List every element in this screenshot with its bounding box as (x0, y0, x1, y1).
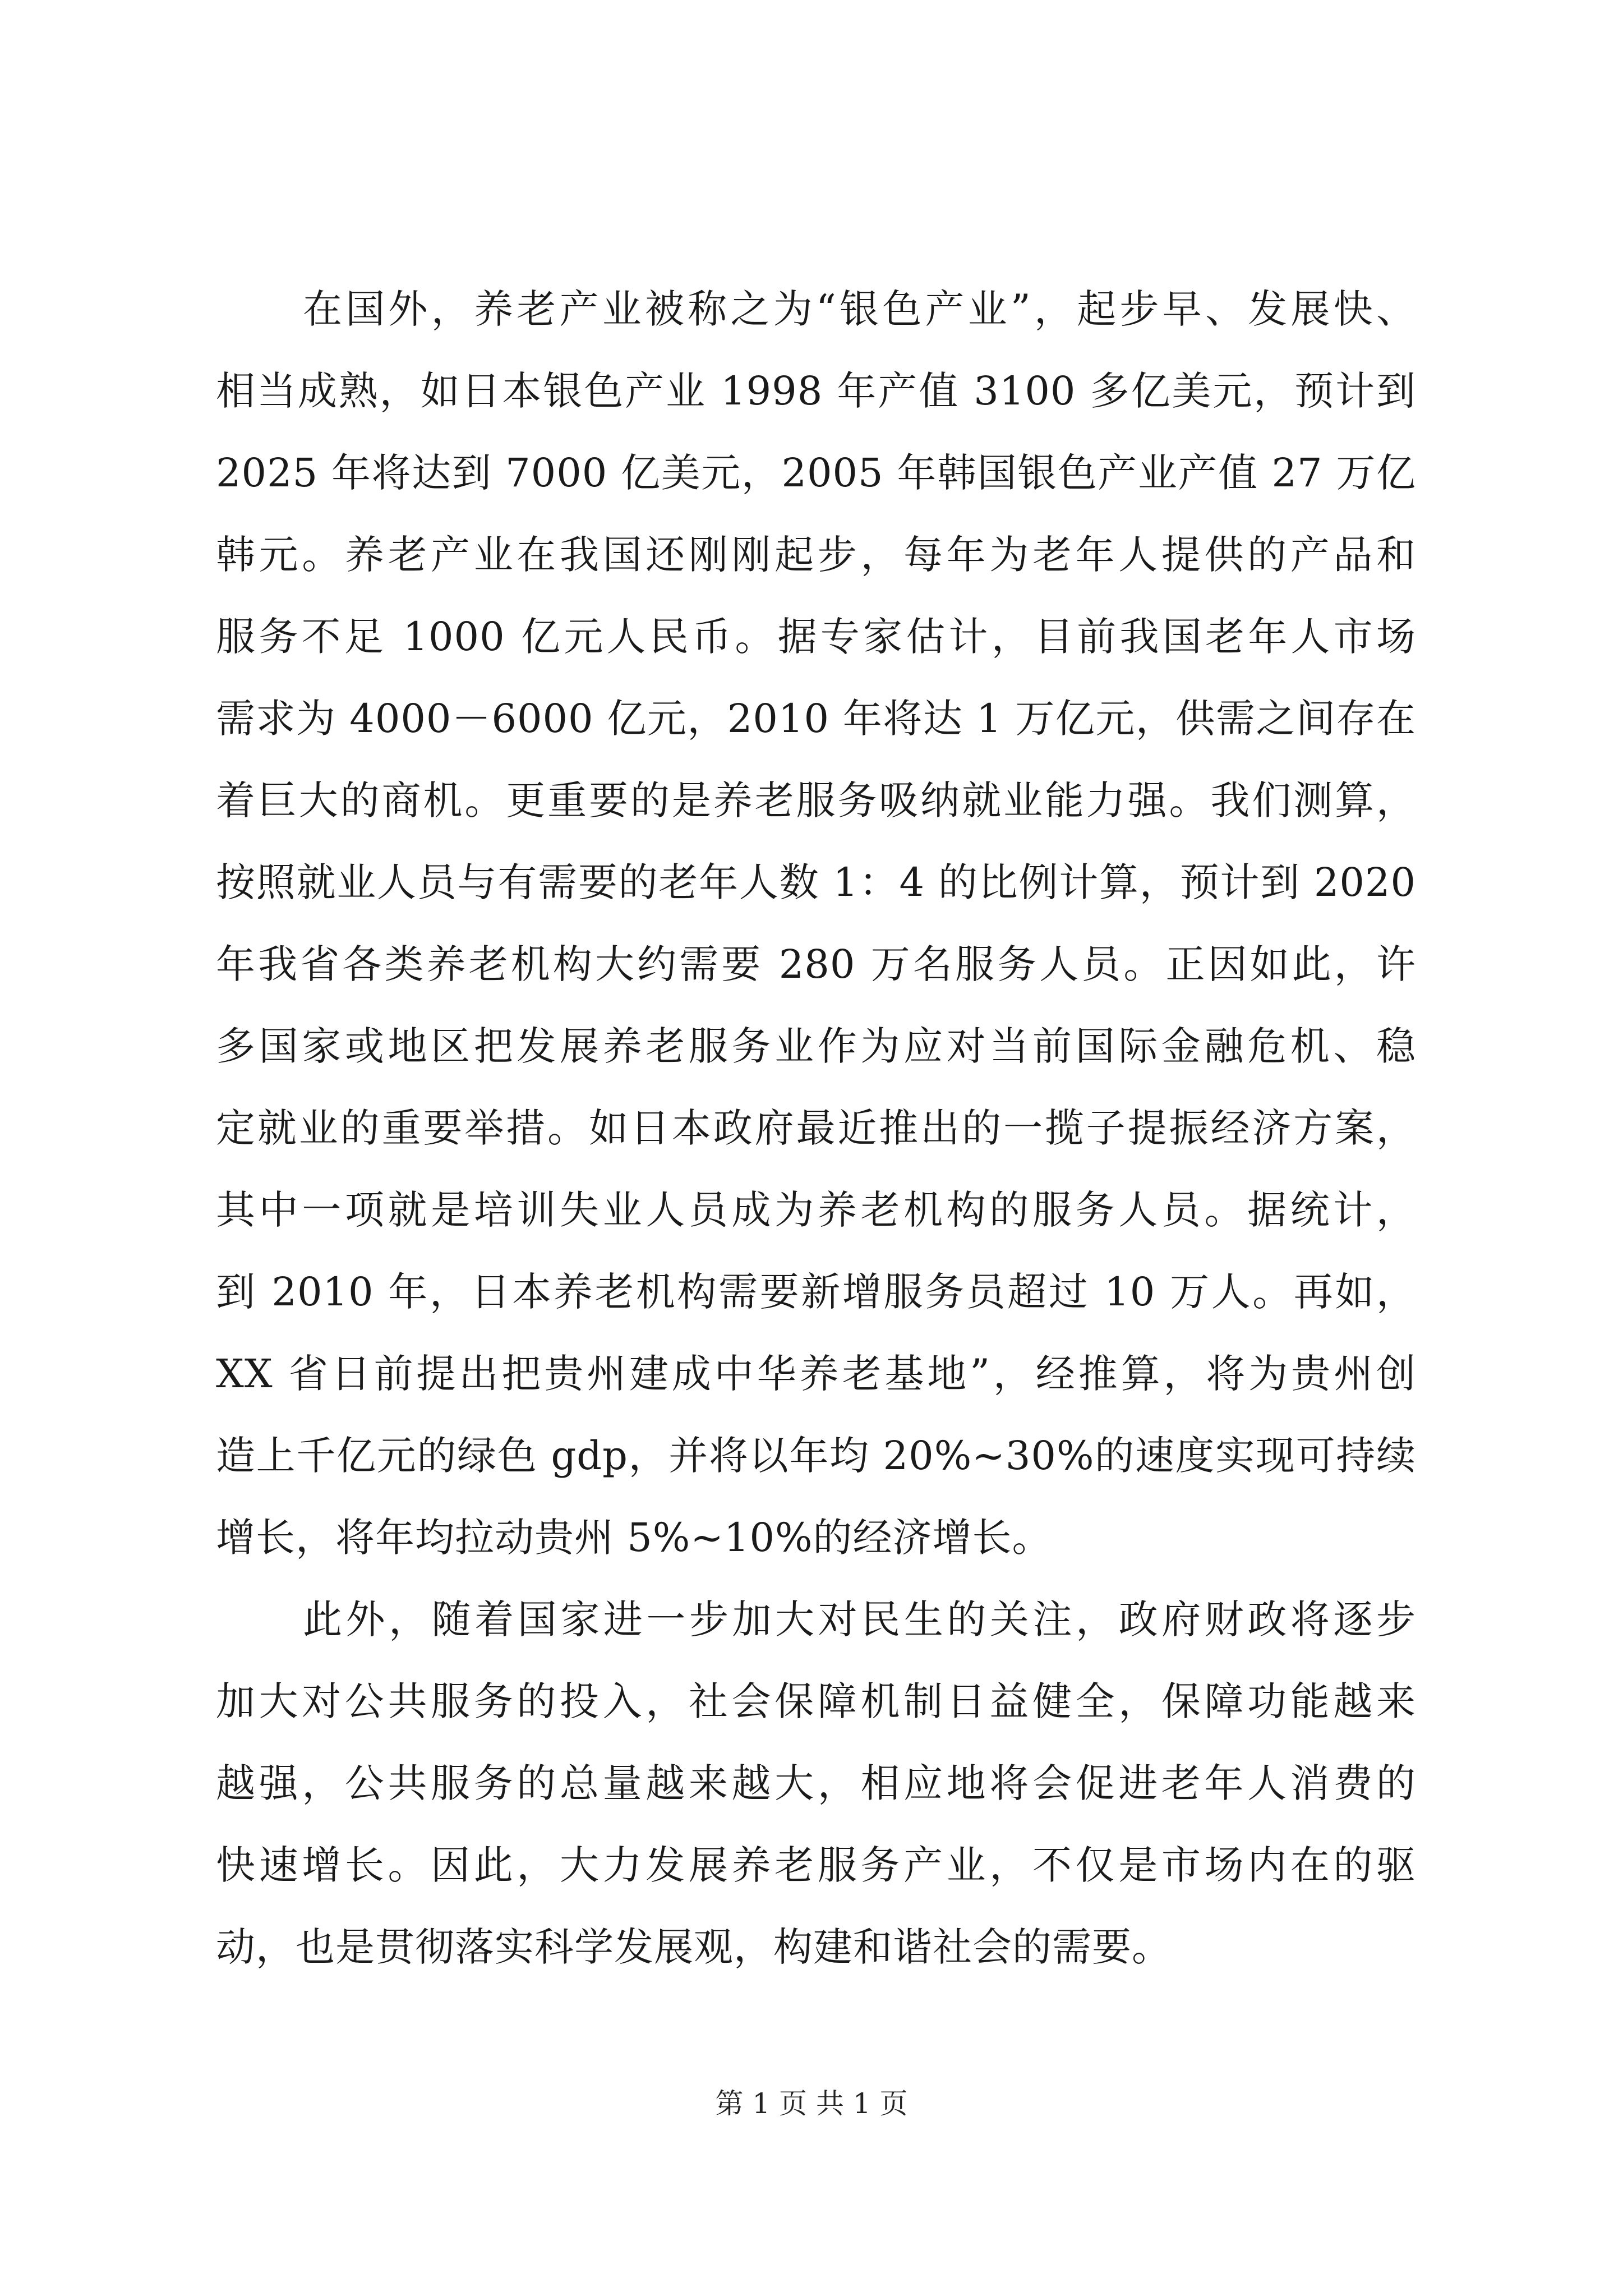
paragraph-2 (216, 1579, 1416, 1988)
document-body (216, 268, 1416, 1988)
text-line: 多国家或地区把发展养老服务业作为应对当前国际金融危机、稳 (216, 1023, 1416, 1069)
text-line: 定就业的重要举措。如日本政府最近推出的一揽子提振经济方案， (216, 1105, 1416, 1151)
text-line: 年我省各类养老机构大约需要 280 万名服务人员。正因如此，许 (216, 941, 1416, 987)
text-line: 按照就业人员与有需要的老年人数 1：4 的比例计算，预计到 2020 (216, 859, 1416, 905)
text-line: 2025 年将达到 7000 亿美元，2005 年韩国银色产业产值 27 万亿 (216, 450, 1416, 496)
text-line: 加大对公共服务的投入，社会保障机制日益健全，保障功能越来 (216, 1678, 1416, 1724)
text-line: 服务不足 1000 亿元人民币。据专家估计，目前我国老年人市场 (216, 614, 1416, 660)
page-footer: 第 1 页 共 1 页 (715, 2087, 908, 2120)
paragraph-1 (216, 268, 1416, 1579)
text-line: 快速增长。因此，大力发展养老服务产业，不仅是市场内在的驱 (216, 1842, 1416, 1888)
text-line: 增长，将年均拉动贵州 5%~10%的经济增长。 (216, 1515, 1052, 1561)
text-line: 相当成熟，如日本银色产业 1998 年产值 3100 多亿美元，预计到 (216, 368, 1416, 414)
text-line: 到 2010 年，日本养老机构需要新增服务员超过 10 万人。再如， (216, 1269, 1416, 1315)
text-line: 着巨大的商机。更重要的是养老服务吸纳就业能力强。我们测算， (216, 777, 1416, 823)
text-line: 动，也是贯彻落实科学发展观，构建和谐社会的需要。 (216, 1924, 1172, 1970)
text-line: 造上千亿元的绿色 gdp，并将以年均 20%~30%的速度实现可持续 (216, 1433, 1416, 1479)
text-line: 需求为 4000－6000 亿元，2010 年将达 1 万亿元，供需之间存在 (216, 696, 1416, 742)
text-line: 在国外，养老产业被称之为“银色产业”，起步早、发展快、 (303, 286, 1416, 332)
text-line: 其中一项就是培训失业人员成为养老机构的服务人员。据统计， (216, 1187, 1416, 1233)
text-line: XX 省日前提出把贵州建成中华养老基地”，经推算，将为贵州创 (216, 1351, 1416, 1397)
text-line: 此外，随着国家进一步加大对民生的关注，政府财政将逐步 (303, 1596, 1416, 1642)
text-line: 越强，公共服务的总量越来越大，相应地将会促进老年人消费的 (216, 1760, 1416, 1806)
text-line: 韩元。养老产业在我国还刚刚起步，每年为老年人提供的产品和 (216, 532, 1416, 578)
